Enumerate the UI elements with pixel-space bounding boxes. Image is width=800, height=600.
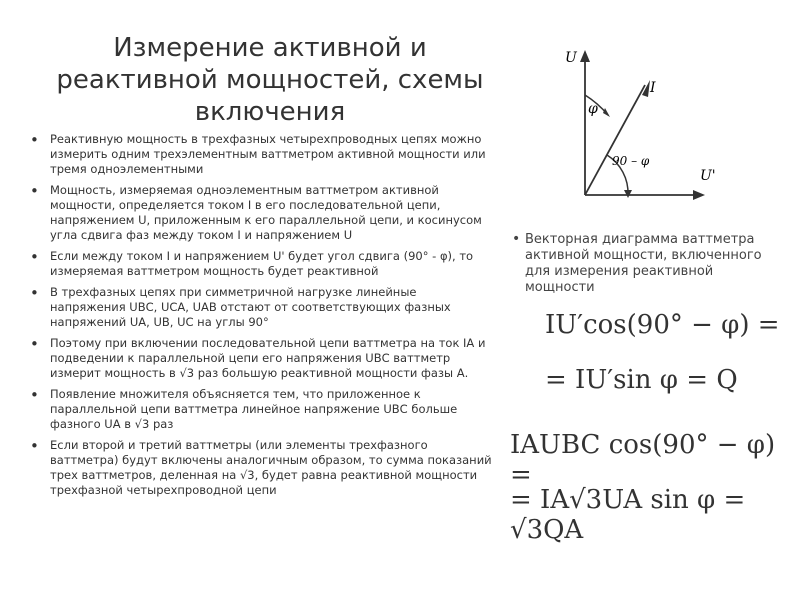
u-prime-arrow [693,190,705,200]
formula-2-line1: IAUBC cos(90° − φ) = [510,430,776,490]
formula-1-line2: = IU′sin φ = Q [545,365,738,395]
angle-arc-arrow [624,190,632,198]
bullet-icon: • [30,182,39,200]
bullet-icon: • [30,437,39,455]
bullet-item: • В трехфазных цепях при симметричной нагрузке линейные напряжения UВС, UСА, UАВ отстают от соответствующих фазных напряжений UА, UВ, UС на углы 90° [30,284,451,329]
bullet-icon: • [30,131,39,149]
i-label: I [650,80,656,96]
bullet-item: • Если второй и третий ваттметры (или элементы трехфазного ваттметра) будут включены аналогичным образом, то сумма показаний трех ваттметров, деленная на √3, будет равна реактивной мощности трехфазной четырехпроводной цепи [30,437,492,497]
formula-1-line1: IU′cos(90° − φ) = [545,310,780,340]
diagram-caption: • Векторная диаграмма ваттметра активной мощности, включенного для измерения реактивной мощности [512,231,762,295]
formula-2-line2: = IA√3UA sin φ = √3QA [510,485,746,545]
u-prime-label: U' [700,168,716,184]
bullet-icon: • [30,386,39,404]
bullet-item: • Появление множителя объясняется тем, что приложенное к параллельной цепи ваттметра линейное напряжение UВС больше фазного UА в √3 раз [30,386,458,431]
bullet-item: • Если между током I и напряжением U' будет угол сдвига (90° - φ), то измеряемая ваттметром мощность будет реактивной [30,248,474,278]
u-label: U [565,50,577,66]
bullet-icon: • [30,335,39,353]
phi-arc-arrow [603,108,610,117]
bullet-item: • Реактивную мощность в трехфазных четырехпроводных цепях можно измерить одним трехэлементным ваттметром активной мощности или тремя одноэлементными [30,131,486,176]
bullet-icon: • [30,284,39,302]
phi-label: φ [588,101,598,117]
bullet-item: • Поэтому при включении последовательной цепи ваттметра на ток IА и подведении к параллельной цепи его напряжения UВС ваттметр измерит мощность в √3 раз большую реактивной мощности фазы А. [30,335,486,380]
page-title: Измерение активной и реактивной мощностей, схемы включения [56,33,484,127]
bullet-item: • Мощность, измеряемая одноэлементным ваттметром активной мощности, определяется током I в его последовательной цепи, напряжением U, приложенным к его параллельной цепи, и косинусом угла сдвига фаз между током I и напряжением U [30,182,482,242]
angle-label: 90 – φ [612,154,650,168]
u-arrow [580,50,590,62]
bullet-icon: • [30,248,39,266]
